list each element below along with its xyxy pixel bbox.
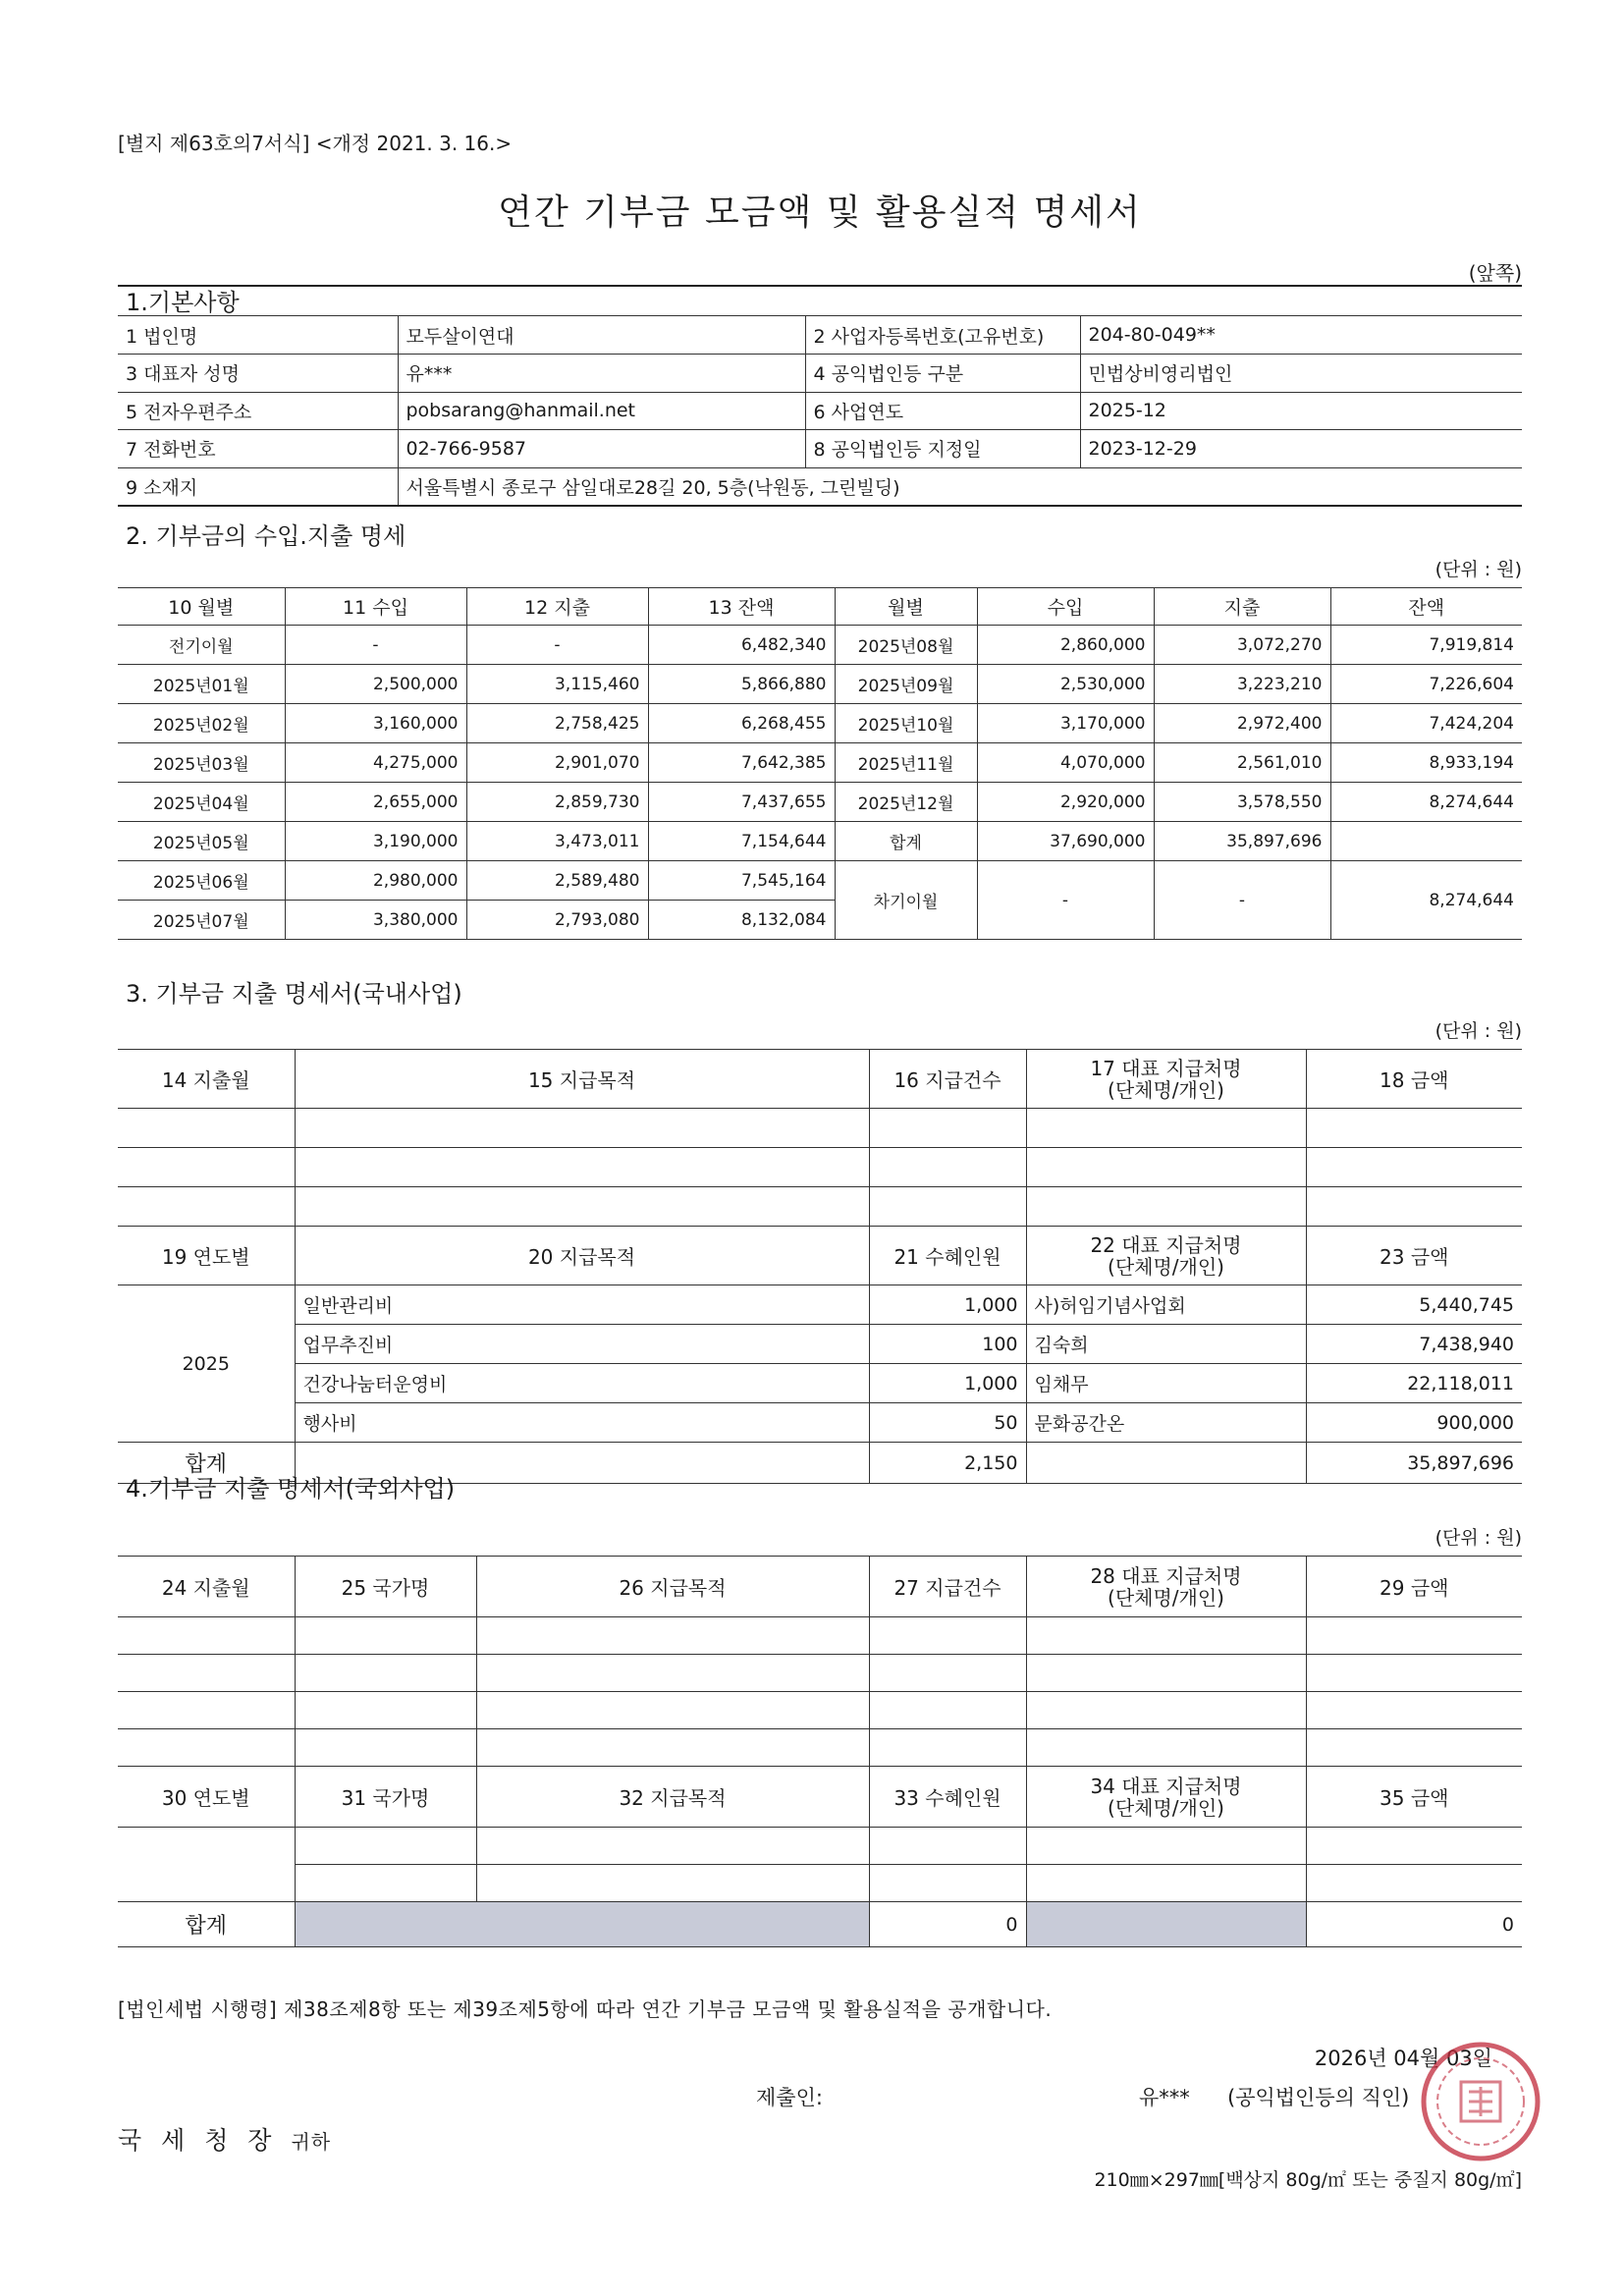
balance-cell: 8,274,644: [1330, 783, 1522, 822]
column-header: 수입: [977, 588, 1154, 626]
balance-cell: 7,642,385: [648, 743, 835, 783]
field-label: 6 사업연도: [805, 392, 1080, 430]
column-header: 13 잔액: [648, 588, 835, 626]
column-header: 32 지급목적: [476, 1767, 869, 1828]
empty-cell: [869, 1865, 1026, 1902]
column-header: 10 월별: [118, 588, 285, 626]
income-row: [118, 861, 1522, 901]
field-value: 02-766-9587: [398, 430, 805, 468]
month-cell: 2025년01월: [118, 665, 285, 704]
purpose-cell: 건강나눔터운영비: [295, 1364, 869, 1403]
column-header: 14 지출월: [118, 1050, 295, 1109]
carry-forward-label: 차기이월: [835, 861, 977, 940]
month-cell: 2025년12월: [835, 783, 977, 822]
income-cell: 3,190,000: [285, 822, 466, 861]
field-label: 8 공익법인등 지정일: [805, 430, 1080, 468]
expense-cell: 3,473,011: [466, 822, 648, 861]
unit-label: (단위 : 원): [1435, 559, 1522, 580]
empty-cell: [1306, 1729, 1522, 1767]
income-cell: 3,160,000: [285, 704, 466, 743]
field-label: 2 사업자등록번호(고유번호): [805, 316, 1080, 355]
empty-cell: [476, 1828, 869, 1865]
empty-cell: [295, 1109, 869, 1148]
empty-cell: [118, 1729, 295, 1767]
submission-date: 2026년 04월 03일: [1314, 2047, 1492, 2070]
empty-cell: [1026, 1109, 1306, 1148]
section-title: 2. 기부금의 수입.지출 명세: [126, 522, 406, 550]
empty-cell: [1306, 1865, 1522, 1902]
balance-cell: 6,482,340: [648, 626, 835, 665]
balance-cell: 8,132,084: [648, 901, 835, 940]
empty-cell: [295, 1692, 476, 1729]
income-cell: 4,275,000: [285, 743, 466, 783]
income-cell: 3,170,000: [977, 704, 1154, 743]
empty-cell: [1026, 1148, 1306, 1187]
domestic-row: [118, 1364, 1522, 1403]
income-row: [118, 704, 1522, 743]
expense-cell: 3,578,550: [1154, 783, 1330, 822]
empty-cell: [1306, 1187, 1522, 1227]
empty-cell: [118, 1692, 295, 1729]
carry-forward-balance: 8,274,644: [1330, 861, 1522, 940]
amount-cell: 900,000: [1306, 1403, 1522, 1443]
section-title: 1.기본사항: [118, 285, 1522, 316]
basic-info-row: [118, 316, 1522, 355]
empty-row: [118, 1828, 1522, 1865]
month-cell: 2025년09월: [835, 665, 977, 704]
column-header: 33 수혜인원: [869, 1767, 1026, 1828]
empty-cell: [295, 1148, 869, 1187]
paper-spec: 210㎜×297㎜[백상지 80g/㎡ 또는 중질지 80g/㎡]: [1094, 2169, 1522, 2191]
column-header: 26 지급목적: [476, 1557, 869, 1617]
empty-row: [118, 1187, 1522, 1227]
column-header: 잔액: [1330, 588, 1522, 626]
column-header: 25 국가명: [295, 1557, 476, 1617]
header-line: 17 대표 지급처명: [1090, 1056, 1242, 1080]
month-cell: 2025년03월: [118, 743, 285, 783]
empty-cell: [869, 1617, 1026, 1655]
expense-cell: 2,859,730: [466, 783, 648, 822]
column-header: [1026, 1227, 1306, 1285]
empty-cell: [118, 1148, 295, 1187]
empty-cell: [295, 1729, 476, 1767]
column-header: [1026, 1557, 1306, 1617]
header-line: 22 대표 지급처명: [1090, 1232, 1242, 1257]
address-value: 서울특별시 종로구 삼일대로28길 20, 5층(낙원동, 그린빌딩): [398, 467, 1522, 506]
month-cell: 2025년08월: [835, 626, 977, 665]
basic-info-row: [118, 430, 1522, 468]
field-label: 5 전자우편주소: [118, 392, 398, 430]
empty-cell: [869, 1729, 1026, 1767]
column-header: 지출: [1154, 588, 1330, 626]
purpose-cell: 행사비: [295, 1403, 869, 1443]
month-cell: 전기이월: [118, 626, 285, 665]
shaded-cell: [295, 1902, 869, 1947]
header-line: (단체명/개인): [1108, 1254, 1224, 1279]
domestic-row: [118, 1325, 1522, 1364]
header-line: (단체명/개인): [1108, 1585, 1224, 1610]
expense-cell: 3,115,460: [466, 665, 648, 704]
expense-cell: 3,072,270: [1154, 626, 1330, 665]
submitter-name: 유***: [1139, 2086, 1190, 2109]
total-label: 합계: [118, 1443, 295, 1484]
empty-cell: [1026, 1692, 1306, 1729]
income-cell: 2,860,000: [977, 626, 1154, 665]
section-title: 3. 기부금 지출 명세서(국내사업): [126, 980, 462, 1008]
domestic-section: [118, 978, 1522, 1484]
income-cell: -: [285, 626, 466, 665]
empty-cell: [1306, 1655, 1522, 1692]
empty-cell: [295, 1187, 869, 1227]
recipient-cell: 김숙희: [1026, 1325, 1306, 1364]
unit-label: (단위 : 원): [1435, 1020, 1522, 1042]
field-value: pobsarang@hanmail.net: [398, 392, 805, 430]
total-amount: 35,897,696: [1306, 1443, 1522, 1484]
field-value: 204-80-049**: [1080, 316, 1522, 355]
balance-cell: 7,226,604: [1330, 665, 1522, 704]
income-row: [118, 783, 1522, 822]
expense-cell: 2,758,425: [466, 704, 648, 743]
balance-cell: [1330, 822, 1522, 861]
empty-cell: [869, 1655, 1026, 1692]
column-header: 30 연도별: [118, 1767, 295, 1828]
year-cell: 2025: [118, 1285, 295, 1443]
empty-cell: [295, 1828, 476, 1865]
empty-row: [118, 1109, 1522, 1148]
expense-cell: 2,793,080: [466, 901, 648, 940]
empty-cell: [476, 1617, 869, 1655]
balance-cell: 5,866,880: [648, 665, 835, 704]
column-header: 18 금액: [1306, 1050, 1522, 1109]
beneficiary-count-cell: 50: [869, 1403, 1026, 1443]
empty-cell: [295, 1865, 476, 1902]
empty-row: [118, 1148, 1522, 1187]
income-section: [118, 520, 1522, 940]
submitter-line: [756, 2082, 1522, 2111]
amount-cell: 5,440,745: [1306, 1285, 1522, 1325]
field-label: 1 법인명: [118, 316, 398, 355]
addressee: [118, 2121, 331, 2157]
empty-cell: [118, 1617, 295, 1655]
column-header: 11 수입: [285, 588, 466, 626]
recipient-cell: 임채무: [1026, 1364, 1306, 1403]
beneficiary-count-cell: 100: [869, 1325, 1026, 1364]
balance-cell: 7,154,644: [648, 822, 835, 861]
carry-forward-income: -: [977, 861, 1154, 940]
overseas-header-row-b: [118, 1767, 1522, 1828]
document-title: 연간 기부금 모금액 및 활용실적 명세서: [498, 192, 1142, 233]
unit-label: (단위 : 원): [1435, 1527, 1522, 1549]
form-reference: [별지 제63호의7서식] <개정 2021. 3. 16.>: [118, 132, 513, 155]
domestic-row: [118, 1285, 1522, 1325]
section-title: 4.기부금 지출 명세서(국외사업): [126, 1475, 456, 1503]
field-label: 7 전화번호: [118, 430, 398, 468]
empty-cell: [476, 1729, 869, 1767]
column-header: 16 지급건수: [869, 1050, 1026, 1109]
column-header: [1026, 1767, 1306, 1828]
expense-cell: 35,897,696: [1154, 822, 1330, 861]
income-row: [118, 665, 1522, 704]
empty-cell: [869, 1828, 1026, 1865]
empty-cell: [869, 1109, 1026, 1148]
field-label: 4 공익법인등 구분: [805, 355, 1080, 393]
header-line: (단체명/개인): [1108, 1795, 1224, 1820]
income-cell: 2,655,000: [285, 783, 466, 822]
column-header: 31 국가명: [295, 1767, 476, 1828]
basic-info-section: [118, 285, 1522, 507]
empty-row: [118, 1617, 1522, 1655]
overseas-table: [118, 1556, 1522, 1947]
column-header: 19 연도별: [118, 1227, 295, 1285]
empty-row: [118, 1655, 1522, 1692]
header-line: 34 대표 지급처명: [1090, 1774, 1242, 1798]
empty-cell: [118, 1828, 295, 1902]
empty-cell: [295, 1617, 476, 1655]
empty-cell: [1026, 1865, 1306, 1902]
field-label: 3 대표자 성명: [118, 355, 398, 393]
empty-cell: [1306, 1828, 1522, 1865]
carry-forward-expense: -: [1154, 861, 1330, 940]
empty-row: [118, 1729, 1522, 1767]
purpose-cell: 일반관리비: [295, 1285, 869, 1325]
empty-cell: [118, 1187, 295, 1227]
field-value: 2023-12-29: [1080, 430, 1522, 468]
domestic-header-row-b: [118, 1227, 1522, 1285]
empty-row: [118, 1865, 1522, 1902]
front-side-label: (앞쪽): [1468, 261, 1522, 285]
income-row: [118, 626, 1522, 665]
empty-cell: [869, 1148, 1026, 1187]
field-value: 2025-12: [1080, 392, 1522, 430]
addressee-suffix: 귀하: [291, 2130, 332, 2154]
total-count: 2,150: [869, 1443, 1026, 1484]
month-cell: 2025년10월: [835, 704, 977, 743]
empty-cell: [1026, 1729, 1306, 1767]
empty-cell: [1306, 1109, 1522, 1148]
balance-cell: 7,545,164: [648, 861, 835, 901]
empty-cell: [118, 1655, 295, 1692]
beneficiary-count-cell: 1,000: [869, 1364, 1026, 1403]
purpose-cell: 업무추진비: [295, 1325, 869, 1364]
empty-cell: [869, 1187, 1026, 1227]
empty-row: [118, 1692, 1522, 1729]
domestic-table: [118, 1049, 1522, 1484]
expense-cell: 2,589,480: [466, 861, 648, 901]
month-cell: 2025년06월: [118, 861, 285, 901]
overseas-header-row-a: [118, 1557, 1522, 1617]
column-header: 20 지급목적: [295, 1227, 869, 1285]
submitter-label: 제출인:: [756, 2086, 823, 2109]
empty-cell: [1026, 1828, 1306, 1865]
empty-cell: [1306, 1617, 1522, 1655]
domestic-row: [118, 1403, 1522, 1443]
empty-cell: [118, 1109, 295, 1148]
income-cell: 2,500,000: [285, 665, 466, 704]
addressee-name: 국 세 청 장: [118, 2126, 278, 2155]
recipient-cell: 사)허임기념사업회: [1026, 1285, 1306, 1325]
shaded-cell: [1026, 1902, 1306, 1947]
expense-cell: 2,972,400: [1154, 704, 1330, 743]
legal-notice: [법인세법 시행령] 제38조제8항 또는 제39조제5항에 따라 연간 기부금 모금액 및 활용실적을 공개합니다.: [118, 1997, 1053, 2021]
expense-cell: 3,223,210: [1154, 665, 1330, 704]
income-cell: 2,530,000: [977, 665, 1154, 704]
address-row: [118, 467, 1522, 506]
column-header: 21 수혜인원: [869, 1227, 1026, 1285]
month-cell: 2025년04월: [118, 783, 285, 822]
balance-cell: 8,933,194: [1330, 743, 1522, 783]
empty-cell: [1026, 1187, 1306, 1227]
month-cell: 2025년02월: [118, 704, 285, 743]
column-header: [1026, 1050, 1306, 1109]
empty-cell: [1306, 1148, 1522, 1187]
empty-cell: [295, 1655, 476, 1692]
column-header: 24 지출월: [118, 1557, 295, 1617]
empty-cell: [476, 1655, 869, 1692]
month-cell: 합계: [835, 822, 977, 861]
income-header-row: [118, 588, 1522, 626]
basic-info-row: [118, 392, 1522, 430]
income-row: [118, 743, 1522, 783]
income-cell: 37,690,000: [977, 822, 1154, 861]
empty-cell: [1026, 1655, 1306, 1692]
income-table: [118, 587, 1522, 940]
field-value: 민법상비영리법인: [1080, 355, 1522, 393]
overseas-section: [118, 1473, 1522, 1947]
income-cell: 2,920,000: [977, 783, 1154, 822]
empty-cell: [869, 1692, 1026, 1729]
recipient-cell: 문화공간온: [1026, 1403, 1306, 1443]
balance-cell: 7,424,204: [1330, 704, 1522, 743]
expense-cell: -: [466, 626, 648, 665]
official-seal-stamp: [1412, 2033, 1549, 2170]
expense-cell: 2,561,010: [1154, 743, 1330, 783]
column-header: 27 지급건수: [869, 1557, 1026, 1617]
column-header: 15 지급목적: [295, 1050, 869, 1109]
column-header: 35 금액: [1306, 1767, 1522, 1828]
header-line: 28 대표 지급처명: [1090, 1563, 1242, 1588]
basic-info-row: [118, 355, 1522, 393]
empty-cell: [476, 1865, 869, 1902]
income-cell: 4,070,000: [977, 743, 1154, 783]
total-amount: 0: [1306, 1902, 1522, 1947]
balance-cell: 7,437,655: [648, 783, 835, 822]
header-line: (단체명/개인): [1108, 1077, 1224, 1102]
expense-cell: 2,901,070: [466, 743, 648, 783]
column-header: 23 금액: [1306, 1227, 1522, 1285]
income-cell: 3,380,000: [285, 901, 466, 940]
total-label: 합계: [118, 1902, 295, 1947]
column-header: 월별: [835, 588, 977, 626]
empty-cell: [1306, 1692, 1522, 1729]
balance-cell: 7,919,814: [1330, 626, 1522, 665]
income-row: [118, 822, 1522, 861]
amount-cell: 7,438,940: [1306, 1325, 1522, 1364]
total-count: 0: [869, 1902, 1026, 1947]
field-value: 모두살이연대: [398, 316, 805, 355]
amount-cell: 22,118,011: [1306, 1364, 1522, 1403]
submitter-role: (공익법인등의 직인): [1227, 2086, 1410, 2109]
domestic-header-row-a: [118, 1050, 1522, 1109]
basic-info-table: [118, 316, 1522, 507]
overseas-total-row: [118, 1902, 1522, 1947]
month-cell: 2025년11월: [835, 743, 977, 783]
balance-cell: 6,268,455: [648, 704, 835, 743]
column-header: 29 금액: [1306, 1557, 1522, 1617]
empty-cell: [476, 1692, 869, 1729]
address-label: 9 소재지: [118, 467, 398, 506]
field-value: 유***: [398, 355, 805, 393]
empty-cell: [1026, 1617, 1306, 1655]
beneficiary-count-cell: 1,000: [869, 1285, 1026, 1325]
month-cell: 2025년07월: [118, 901, 285, 940]
income-cell: 2,980,000: [285, 861, 466, 901]
column-header: 12 지출: [466, 588, 648, 626]
month-cell: 2025년05월: [118, 822, 285, 861]
